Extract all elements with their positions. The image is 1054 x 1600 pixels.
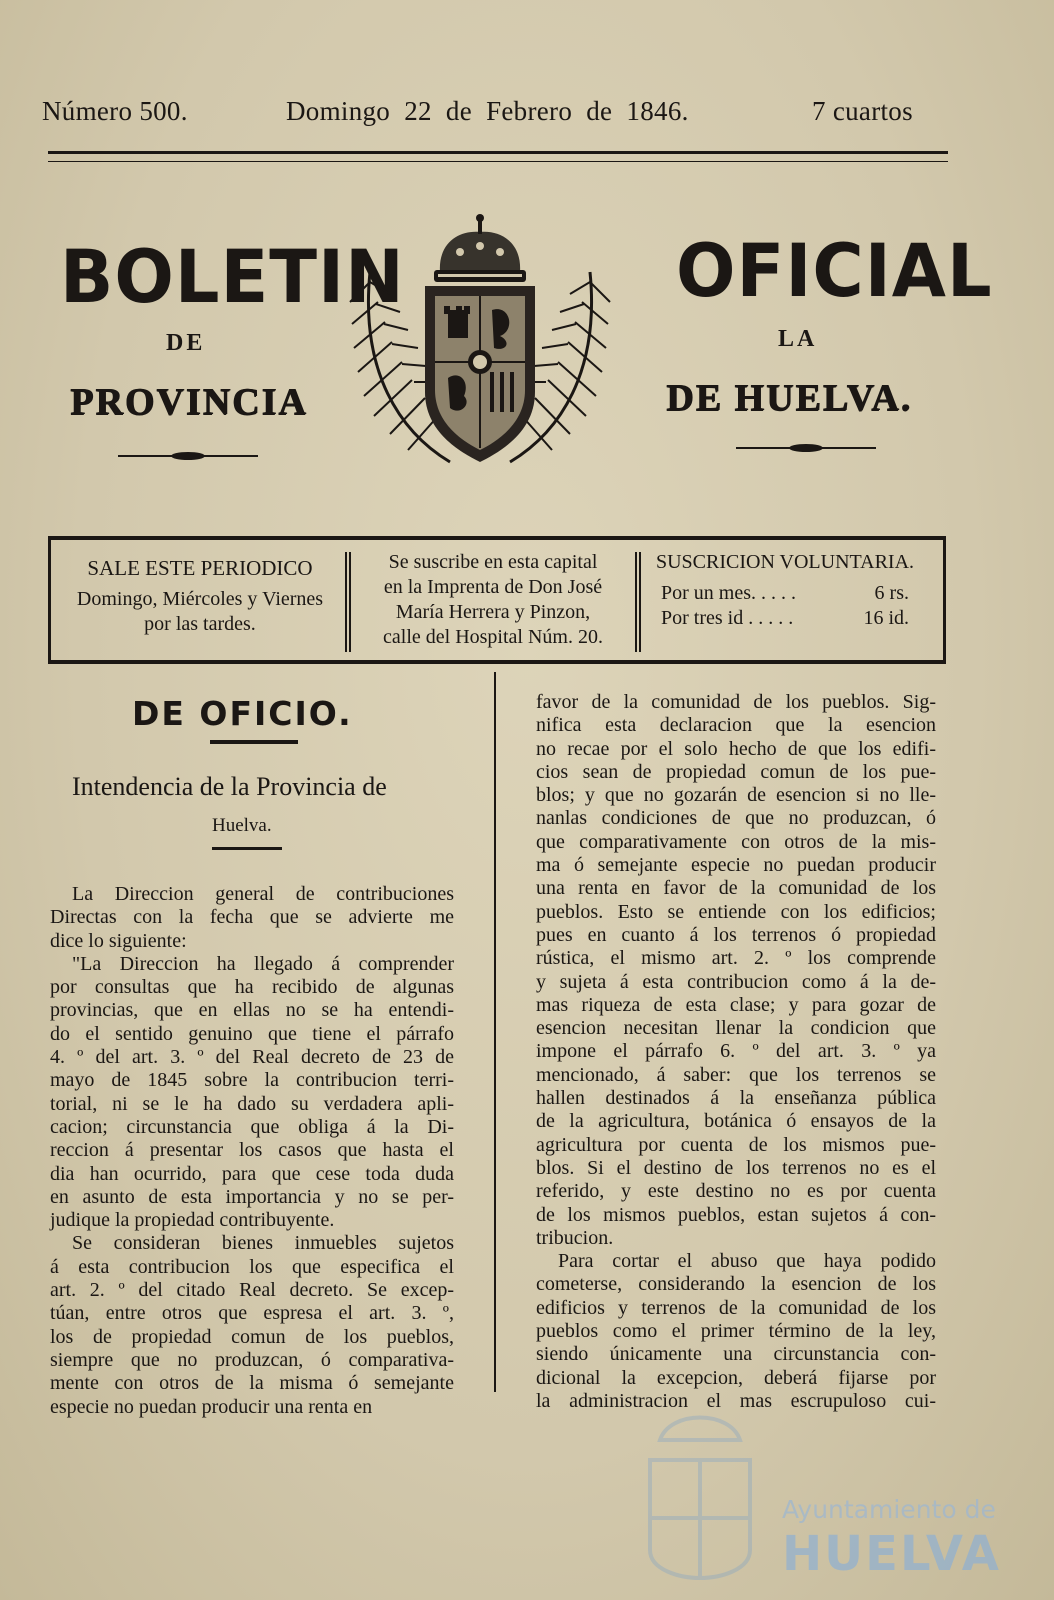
masthead-de-huelva: DE HUELVA. <box>666 377 912 419</box>
rates-title: SUSCRICION VOLUNTARIA. <box>655 551 915 573</box>
flourish-right <box>736 444 876 452</box>
schedule-time: por las tardes. <box>144 613 256 635</box>
section-title: DE OFICIO. <box>132 694 353 733</box>
text-line: mente con otros de la misma ó semejante <box>50 1372 454 1395</box>
text-line: Para cortar el abuso que haya podido <box>558 1250 936 1273</box>
text-line: dice lo siguiente: <box>50 929 187 952</box>
header-rule <box>48 151 948 162</box>
text-line: hallen destinados á la enseñanza pública <box>536 1087 936 1110</box>
text-line: cios sean de propiedad comun de los pue- <box>536 760 936 783</box>
text-line: no recae por el solo hecho de que los edifi- <box>536 737 936 760</box>
masthead-la: LA <box>778 326 818 352</box>
text-line: siempre que no produzcan, ó comparativa- <box>50 1348 454 1371</box>
text-line: cometerse, considerando la esencion de los <box>536 1273 936 1296</box>
heading-rule <box>212 847 282 850</box>
text-line: dicional la excepcion, deberá fijarse por <box>536 1366 936 1389</box>
text-line: á esta contribucion los que especifica el <box>50 1255 454 1278</box>
address-line: María Herrera y Pinzon, <box>395 601 591 623</box>
watermark-line1: Ayuntamiento de <box>782 1495 996 1524</box>
rate-label: Por tres id . . . . . <box>661 607 794 629</box>
rate-row <box>643 606 927 631</box>
watermark-line2: HUELVA <box>782 1526 1001 1582</box>
left-column-text <box>50 883 454 1419</box>
section-rule <box>210 740 298 744</box>
text-line: torial, ni se le ha dado su verdadera apli- <box>50 1092 454 1115</box>
text-line: "La Direccion ha llegado á comprender <box>72 952 454 975</box>
text-line: siendo únicamente una circunstancia con- <box>536 1343 936 1366</box>
address-line: en la Imprenta de Don José <box>383 576 603 598</box>
address-line: Se suscribe en esta capital <box>388 551 598 573</box>
text-line: blos; y que no gozarán de esencion si no lle- <box>536 784 936 807</box>
text-line: judique la propiedad contribuyente. <box>50 1209 335 1232</box>
text-line: la administracion el mas escrupuloso cui- <box>536 1389 936 1412</box>
text-line: art. 2. º del citado Real decreto. Se excep- <box>50 1279 454 1302</box>
issue-price: 7 cuartos <box>812 96 913 126</box>
text-line: esencion necesitan llenar la condicion que <box>536 1017 936 1040</box>
text-line: en asunto de esta importancia y no se per- <box>50 1185 454 1208</box>
masthead-provincia: PROVINCIA <box>70 381 308 423</box>
text-line: reccion á presentar los casos que hasta el <box>50 1139 454 1162</box>
text-line: túan, entre otros que espresa el art. 3. º, <box>50 1302 454 1325</box>
text-line: que comparativamente con otros de la mis- <box>536 830 936 853</box>
text-line: dia han ocurrido, para que cese toda duda <box>50 1162 454 1185</box>
text-line: mencionado, á saber: que los terrenos se <box>536 1063 936 1086</box>
coat-of-arms-icon <box>330 212 630 482</box>
text-line: impone el párrafo 6. º del art. 3. º ya <box>536 1040 936 1063</box>
text-line: blos. Si el destino de los terrenos no es el <box>536 1156 936 1179</box>
text-line: agricultura por cuenta de los mismos pue- <box>536 1133 936 1156</box>
text-line: Se consideran bienes inmuebles sujetos <box>72 1232 454 1255</box>
text-line: los de propiedad comun de los pueblos, <box>50 1325 454 1348</box>
rate-value: 16 id. <box>863 607 909 629</box>
text-line: ma ó semejante especie no puedan producir <box>536 854 936 877</box>
text-line: referido, y este destino no es por cuenta <box>536 1180 936 1203</box>
text-line: mayo de 1845 sobre la contribucion terri- <box>50 1069 454 1092</box>
text-line: 4. º del art. 3. º del Real decreto de 23 de <box>50 1046 454 1069</box>
address-line: calle del Hospital Núm. 20. <box>383 626 603 648</box>
rate-row <box>643 581 927 606</box>
text-line: pueblos. Esto se entiende con los edificios; <box>536 900 936 923</box>
text-line: La Direccion general de contribuciones <box>72 883 454 905</box>
text-line: edificios y terrenos de la comunidad de los <box>536 1296 936 1319</box>
text-line: nifica esta declaracion que la esencion <box>536 714 936 737</box>
text-line: de los mismos pueblos, estan sujetos á con- <box>536 1203 936 1226</box>
article-heading: Intendencia de la Provincia de <box>72 772 387 801</box>
rate-value: 6 rs. <box>874 582 909 604</box>
schedule-days: Domingo, Miércoles y Viernes <box>76 588 324 610</box>
text-line: cacion; circunstancia que obliga á la Di- <box>50 1115 454 1138</box>
issue-date: Domingo 22 de Febrero de 1846. <box>286 96 689 126</box>
text-line: tribucion. <box>536 1226 614 1249</box>
text-line: Directas con la fecha que se advierte me <box>50 906 454 929</box>
text-line: por consultas que ha recibido de algunas <box>50 976 454 999</box>
text-line: especie no puedan producir una renta en <box>50 1395 373 1418</box>
right-column-text <box>536 691 936 1413</box>
flourish-left <box>118 452 258 460</box>
text-line: rústica, el mismo art. 2. º los comprende <box>536 947 936 970</box>
article-subheading: Huelva. <box>212 815 272 836</box>
masthead-title-left: BOLETIN <box>60 233 405 321</box>
masthead-title-right: OFICIAL <box>676 227 993 315</box>
text-line: nanlas condiciones de que no produzcan, ó <box>536 807 936 830</box>
column-rule <box>494 672 496 1392</box>
rate-label: Por un mes. . . . . <box>661 582 796 604</box>
text-line: y sujeta á esta contribucion como á la de- <box>536 970 936 993</box>
text-line: provincias, que en ellas no se ha entendi- <box>50 999 454 1022</box>
text-line: pues en cuanto á los terrenos ó propiedad <box>536 923 936 946</box>
text-line: favor de la comunidad de los pueblos. Sig- <box>536 691 936 713</box>
issue-number: Número 500. <box>42 96 188 126</box>
subscription-rates <box>643 550 927 631</box>
text-line: de la agricultura, botánica ó ensayos de la <box>536 1110 936 1133</box>
masthead-de: DE <box>166 330 206 356</box>
text-line: do el sentido genuino que tiene el párrafo <box>50 1022 454 1045</box>
subscription-box <box>48 536 946 664</box>
text-line: mas riqueza de esta clase; y para gozar de <box>536 993 936 1016</box>
text-line: pueblos como el primer término de la ley, <box>536 1320 936 1343</box>
box-separator-2 <box>635 552 641 652</box>
schedule-title: SALE ESTE PERIODICO <box>87 556 313 580</box>
subscription-address <box>353 550 633 650</box>
issue-line <box>42 96 942 136</box>
publication-schedule <box>57 550 343 637</box>
box-separator-1 <box>345 552 351 652</box>
text-line: una renta en favor de la comunidad de los <box>536 877 936 900</box>
